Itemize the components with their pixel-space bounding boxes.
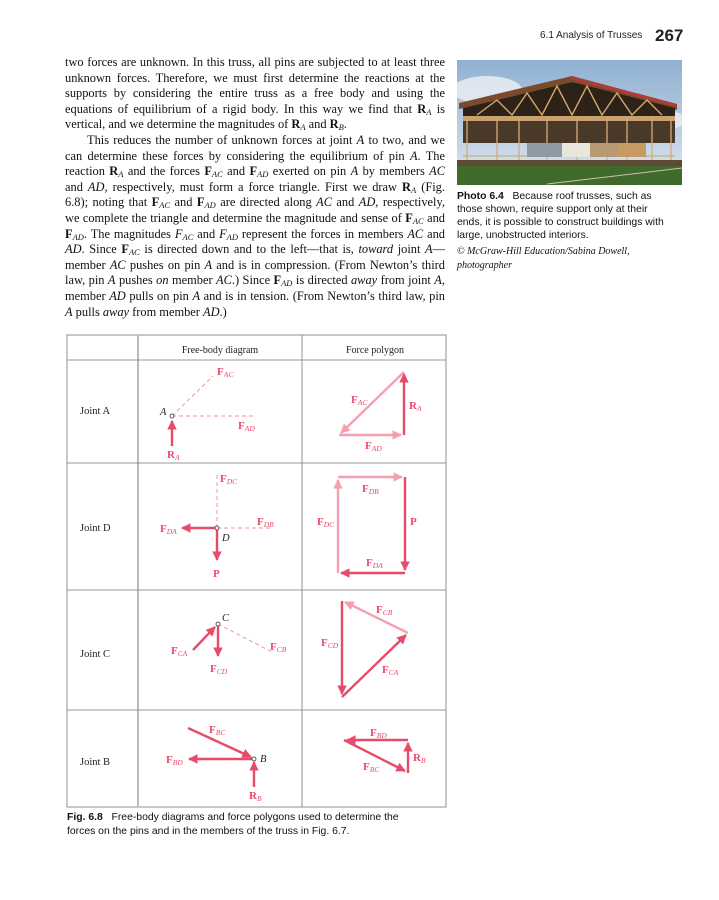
text-run: are directed along bbox=[215, 195, 317, 210]
force-fca-arrow bbox=[342, 635, 406, 697]
italic-term: AC bbox=[216, 273, 232, 288]
caption-line: ends, it is possible to construct buildings with bbox=[457, 217, 664, 228]
text-run: . Since bbox=[81, 242, 122, 257]
member-ac-line bbox=[172, 376, 213, 416]
credit-line: © McGraw-Hill Education/Sabina Dowell, bbox=[457, 246, 630, 257]
vector-symbol: $F_{AD}$ bbox=[249, 164, 269, 180]
pin-label: C bbox=[222, 613, 230, 624]
label-fda: FDA bbox=[366, 557, 383, 570]
text-run: is directed down and to the left—that is, bbox=[139, 242, 359, 257]
label-rb: RB bbox=[249, 790, 262, 803]
pin-b bbox=[252, 757, 256, 761]
member-cb-line bbox=[218, 624, 272, 652]
italic-term: A bbox=[65, 304, 73, 319]
italic-term: AC bbox=[407, 226, 424, 241]
text-run: to two, and we can determine these forces by considering the equilibrium of pin bbox=[65, 132, 445, 163]
vector-symbol: $F_{AC}$ bbox=[204, 164, 223, 180]
joint-b-force-polygon bbox=[344, 727, 426, 774]
label-ra: RA bbox=[167, 449, 180, 462]
italic-term: AD bbox=[65, 242, 82, 257]
text-run: , respectively, must form a force triangle. First we draw bbox=[104, 179, 403, 194]
row-label-joint-b: Joint B bbox=[80, 757, 111, 768]
credit-line: photographer bbox=[457, 259, 512, 271]
figure-table-grid bbox=[67, 335, 446, 807]
vector-symbol: $R_A$ bbox=[417, 101, 432, 117]
italic-term: toward bbox=[358, 242, 394, 257]
italic-term: AD bbox=[358, 195, 376, 210]
label-fbc: FBC bbox=[363, 761, 380, 774]
italic-term: A bbox=[409, 148, 418, 163]
italic-term: AC bbox=[429, 164, 446, 179]
text-run: pulls bbox=[72, 304, 103, 319]
text-run: and bbox=[331, 195, 359, 210]
text-run: is directed bbox=[292, 273, 351, 288]
text-run: . The magnitudes bbox=[83, 226, 175, 241]
italic-term: $F_{AD}$ bbox=[219, 226, 239, 242]
vector-symbol: $F_{AD}$ bbox=[196, 195, 216, 211]
label-fcd: FCD bbox=[321, 637, 339, 650]
text-run: exerted on pin bbox=[268, 164, 351, 179]
text-run: This reduces the number of unknown forces at joint bbox=[87, 132, 357, 147]
joint-d-free-body bbox=[160, 473, 274, 580]
text-run: .) bbox=[219, 304, 227, 319]
italic-term: A bbox=[192, 288, 201, 303]
italic-term: AC bbox=[109, 257, 126, 272]
caption-line: those shown, require support only at their bbox=[457, 204, 648, 215]
caption-line: Free-body diagrams and force polygons used to determine the bbox=[111, 812, 399, 823]
italic-term: away bbox=[350, 273, 378, 288]
joint-b-free-body bbox=[166, 724, 267, 803]
text-run: , respectively, we complete the triangle and determine the magnitude and sense of bbox=[65, 195, 445, 225]
label-fdc: FDC bbox=[317, 516, 335, 529]
text-run: and the forces bbox=[123, 164, 205, 179]
row-label-joint-a: Joint A bbox=[80, 406, 111, 417]
text-run: and bbox=[193, 226, 220, 241]
label-fdc: FDC bbox=[220, 473, 238, 486]
text-run: and bbox=[305, 117, 330, 132]
vector-symbol: $F_{AC}$ bbox=[405, 210, 424, 226]
label-fad: FAD bbox=[365, 440, 382, 453]
text-run: , member bbox=[65, 273, 445, 303]
italic-term: A bbox=[356, 132, 365, 147]
text-run: represent the forces in members bbox=[238, 226, 408, 241]
text-run: (Fig. 6.8); noting that bbox=[65, 179, 445, 210]
text-run: by members bbox=[358, 164, 430, 179]
label-rb: RB bbox=[413, 752, 426, 765]
joint-c-force-polygon bbox=[321, 601, 408, 697]
vector-symbol: $F_{AC}$ bbox=[151, 195, 171, 211]
italic-term: $F_{AC}$ bbox=[174, 226, 194, 242]
label-fac: FAC bbox=[217, 366, 234, 379]
column-header-free-body: Free-body diagram bbox=[181, 345, 259, 356]
force-fca-arrow bbox=[193, 627, 215, 650]
text-run: and bbox=[423, 226, 445, 241]
label-fca: FCA bbox=[382, 664, 399, 677]
label-p: P bbox=[410, 516, 417, 528]
text-run: —member bbox=[65, 242, 445, 272]
pin-c bbox=[216, 622, 220, 626]
label-fad: FAD bbox=[238, 420, 255, 433]
text-run: . bbox=[343, 117, 347, 132]
text-run: member bbox=[168, 273, 217, 288]
text-run: is vertical, and we determine the magnitudes of bbox=[65, 101, 445, 132]
vector-symbol: $F_{AC}$ bbox=[121, 242, 140, 258]
label-fbc: FBC bbox=[209, 724, 226, 737]
text-run: and bbox=[170, 195, 197, 210]
text-run: pushes on pin bbox=[125, 257, 205, 272]
vector-symbol: $F_{AD}$ bbox=[65, 226, 84, 242]
italic-term: AC bbox=[316, 195, 332, 210]
column-header-force-polygon: Force polygon bbox=[345, 345, 405, 356]
text-run: pushes bbox=[115, 273, 157, 288]
caption-line: large, unobstructed interiors. bbox=[457, 230, 589, 241]
text-run: pulls on pin bbox=[125, 288, 193, 303]
label-fcd: FCD bbox=[210, 663, 228, 676]
joint-a-free-body bbox=[159, 366, 255, 462]
text-run: from joint bbox=[377, 273, 435, 288]
label-fbd: FBD bbox=[166, 754, 183, 767]
italic-term: A bbox=[434, 273, 442, 288]
label-fcb: FCB bbox=[270, 641, 287, 654]
text-run: .) Since bbox=[231, 273, 274, 288]
italic-term: A bbox=[425, 242, 433, 257]
vector-symbol: $R_A$ bbox=[109, 164, 124, 180]
italic-term: AD bbox=[109, 288, 126, 303]
text-run: . The reaction bbox=[65, 148, 445, 179]
pin-label: B bbox=[260, 754, 267, 765]
label-ra: RA bbox=[409, 400, 422, 413]
figure-caption bbox=[67, 811, 447, 838]
text-run: joint bbox=[393, 242, 426, 257]
pin-label: A bbox=[160, 407, 167, 418]
page-number: 267 bbox=[655, 26, 684, 45]
italic-term: A bbox=[204, 257, 213, 272]
vector-symbol: $F_{AD}$ bbox=[273, 273, 293, 289]
label-p: P bbox=[213, 568, 220, 580]
text-run: from member bbox=[129, 304, 204, 319]
caption-line: Because roof trusses, such as bbox=[512, 191, 652, 202]
vector-symbol: $R_B$ bbox=[329, 117, 344, 133]
pin-d bbox=[215, 526, 219, 530]
joint-d-force-polygon bbox=[317, 477, 417, 573]
label-fcb: FCB bbox=[376, 604, 393, 617]
text-run: and is in tension. (From Newton’s third law, pin bbox=[200, 288, 445, 303]
caption-line: forces on the pins and in the members of the truss in Fig. 6.7. bbox=[67, 825, 350, 837]
text-run: two forces are unknown. In this truss, all pins are subjected to at least three unknown forces. Therefore, we must first determine the reactions at the supports by considering the entire truss as a free body and using the equations of equilibrium of a rigid body. In this way we find that bbox=[65, 55, 445, 116]
italic-term: AD bbox=[87, 179, 105, 194]
label-fdb: FDB bbox=[362, 483, 379, 496]
pin-a bbox=[170, 414, 174, 418]
label-fac: FAC bbox=[351, 394, 368, 407]
italic-term: away bbox=[102, 304, 130, 319]
text-run: and bbox=[423, 210, 445, 225]
italic-term: A bbox=[350, 164, 359, 179]
vector-symbol: $R_A$ bbox=[291, 117, 306, 133]
figure-label: Fig. 6.8 bbox=[67, 812, 103, 823]
italic-term: AD bbox=[203, 304, 220, 319]
running-header-section: 6.1 Analysis of Trusses bbox=[540, 30, 643, 41]
pin-label: D bbox=[222, 533, 230, 544]
row-label-joint-c: Joint C bbox=[80, 649, 111, 660]
label-fbd: FBD bbox=[370, 727, 387, 740]
joint-a-force-polygon bbox=[339, 372, 422, 453]
italic-term: on bbox=[156, 273, 169, 288]
label-fda: FDA bbox=[160, 523, 177, 536]
text-run: and is in compression. (From Newton’s third law, pin bbox=[65, 257, 445, 288]
photo-label: Photo 6.4 bbox=[457, 191, 504, 202]
label-fca: FCA bbox=[171, 645, 188, 658]
vector-symbol: $R_A$ bbox=[402, 179, 417, 195]
italic-term: A bbox=[107, 273, 116, 288]
text-run: and bbox=[222, 164, 250, 179]
joint-c-free-body bbox=[171, 613, 287, 676]
label-fdb: FDB bbox=[257, 516, 274, 529]
row-label-joint-d: Joint D bbox=[80, 523, 111, 534]
text-run: and bbox=[65, 179, 88, 194]
